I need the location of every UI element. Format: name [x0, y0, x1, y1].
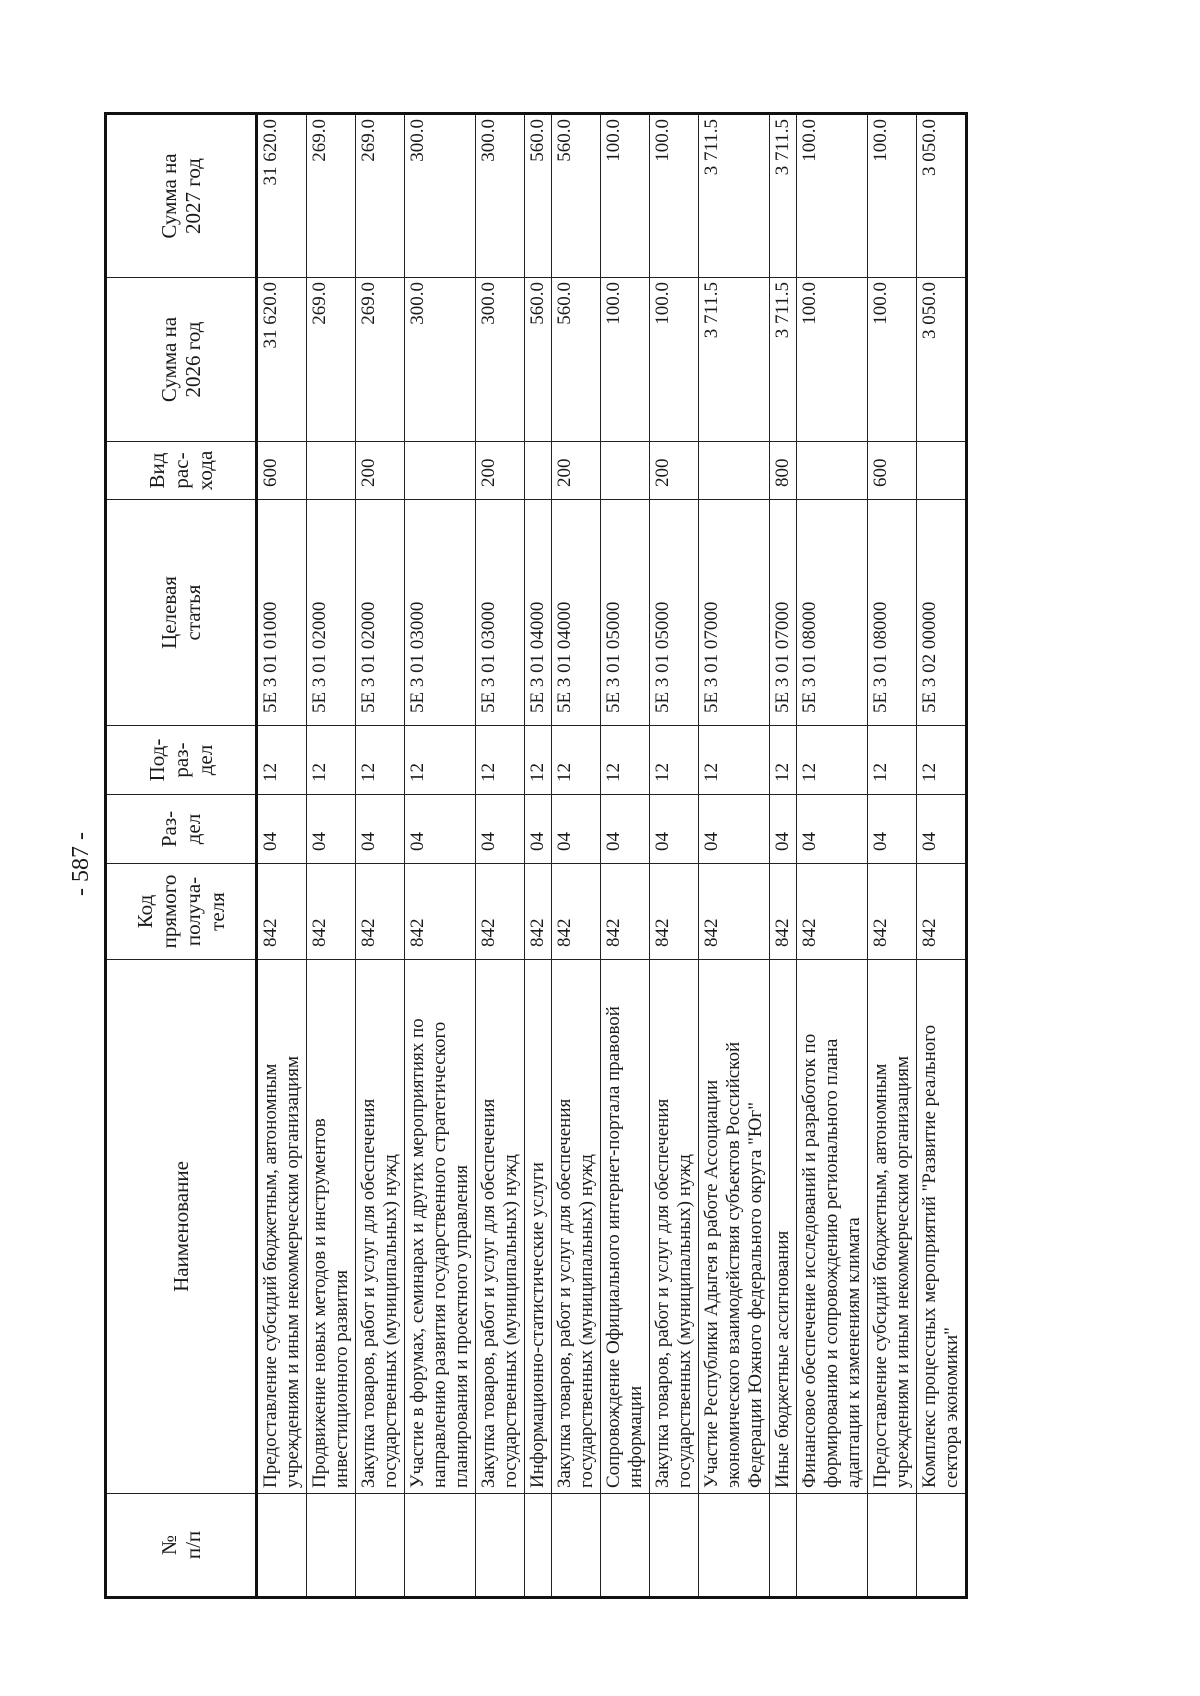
target-article-cell: 5Е 3 01 03000 — [405, 500, 476, 726]
header-line: Целевая — [157, 576, 181, 649]
header-line: получа- — [181, 876, 205, 947]
row-number-cell — [552, 1494, 601, 1598]
name-line: Иные бюджетные ассигнования — [772, 1230, 793, 1488]
header-line: Код — [133, 894, 157, 929]
row-number-cell — [405, 1494, 476, 1598]
name-line: направлению развития государственного стратегического — [429, 1021, 450, 1488]
recipient-code-cell: 842 — [257, 864, 307, 960]
section-cell: 04 — [770, 795, 797, 864]
name-line: Закупка товаров, работ и услуг для обеспечения — [652, 1098, 673, 1488]
subsection-cell: 12 — [917, 726, 967, 795]
expense-type-cell — [307, 442, 356, 500]
subsection-cell: 12 — [770, 726, 797, 795]
recipient-code-cell: 842 — [917, 864, 967, 960]
sum-2026-cell: 560.0 — [525, 278, 552, 442]
sum-2027-cell: 3 711.5 — [770, 114, 797, 278]
expense-type-cell — [797, 442, 868, 500]
header-line: Сумма на — [157, 316, 181, 403]
table-row — [699, 114, 770, 1598]
name-cell — [307, 960, 356, 1494]
section-cell: 04 — [868, 795, 917, 864]
header-line: рас- — [169, 452, 193, 489]
name-line: инвестиционного развития — [331, 1269, 352, 1488]
recipient-code-cell: 842 — [797, 864, 868, 960]
name-cell — [797, 960, 868, 1494]
subsection-cell: 12 — [552, 726, 601, 795]
header-line: п/п — [181, 1530, 205, 1560]
header-line: теля — [205, 892, 229, 931]
name-cell — [699, 960, 770, 1494]
expense-type-cell — [525, 442, 552, 500]
recipient-code-cell: 842 — [552, 864, 601, 960]
expense-type-cell — [601, 442, 650, 500]
table-row — [307, 114, 356, 1598]
target-article-cell: 5Е 3 01 02000 — [307, 500, 356, 726]
expense-type-cell: 200 — [356, 442, 405, 500]
subsection-cell: 12 — [868, 726, 917, 795]
name-cell — [917, 960, 967, 1494]
section-cell: 04 — [405, 795, 476, 864]
sum-2026-cell: 3 711.5 — [699, 278, 770, 442]
name-line: Участие в форумах, семинарах и других мероприятиях по — [407, 1018, 428, 1488]
sum-2027-cell: 269.0 — [307, 114, 356, 278]
row-number-cell — [525, 1494, 552, 1598]
name-cell — [868, 960, 917, 1494]
name-line: Закупка товаров, работ и услуг для обеспечения — [358, 1098, 379, 1488]
target-article-cell: 5Е 3 01 02000 — [356, 500, 405, 726]
row-number-cell — [307, 1494, 356, 1598]
table-row — [917, 114, 967, 1598]
recipient-code-cell: 842 — [476, 864, 525, 960]
header-expense-type — [106, 442, 257, 500]
expense-type-cell: 600 — [868, 442, 917, 500]
name-line: Закупка товаров, работ и услуг для обеспечения — [478, 1098, 499, 1488]
target-article-cell: 5Е 3 01 07000 — [770, 500, 797, 726]
header-target-article — [106, 500, 257, 726]
table-row — [868, 114, 917, 1598]
sum-2027-cell: 100.0 — [601, 114, 650, 278]
target-article-cell: 5Е 3 01 03000 — [476, 500, 525, 726]
sum-2027-cell: 100.0 — [797, 114, 868, 278]
sum-2027-cell: 300.0 — [476, 114, 525, 278]
name-line: Информационно-статистические услуги — [527, 1162, 548, 1488]
expense-type-cell — [405, 442, 476, 500]
row-number-cell — [699, 1494, 770, 1598]
recipient-code-cell: 842 — [601, 864, 650, 960]
table-row — [601, 114, 650, 1598]
header-line: 2027 год — [181, 158, 205, 234]
subsection-cell: 12 — [601, 726, 650, 795]
expense-type-cell: 200 — [476, 442, 525, 500]
recipient-code-cell: 842 — [356, 864, 405, 960]
recipient-code-cell: 842 — [699, 864, 770, 960]
target-article-cell: 5Е 3 01 01000 — [257, 500, 307, 726]
header-line: дел — [181, 813, 205, 845]
recipient-code-cell: 842 — [307, 864, 356, 960]
header-sum-2027 — [106, 114, 257, 278]
row-number-cell — [868, 1494, 917, 1598]
header-subsection — [106, 726, 257, 795]
name-line: государственных (муниципальных) нужд — [576, 1154, 597, 1488]
name-cell — [650, 960, 699, 1494]
subsection-cell: 12 — [476, 726, 525, 795]
section-cell: 04 — [257, 795, 307, 864]
name-cell — [601, 960, 650, 1494]
name-line: Финансовое обеспечение исследований и разработок по — [799, 1033, 820, 1488]
page-number: - 587 - — [68, 832, 94, 896]
table-row — [405, 114, 476, 1598]
sum-2026-cell: 100.0 — [650, 278, 699, 442]
name-cell — [405, 960, 476, 1494]
sum-2026-cell: 3 711.5 — [770, 278, 797, 442]
subsection-cell: 12 — [257, 726, 307, 795]
section-cell: 04 — [699, 795, 770, 864]
row-number-cell — [650, 1494, 699, 1598]
name-cell — [525, 960, 552, 1494]
recipient-code-cell: 842 — [868, 864, 917, 960]
recipient-code-cell: 842 — [770, 864, 797, 960]
name-cell — [257, 960, 307, 1494]
name-cell — [770, 960, 797, 1494]
subsection-cell: 12 — [797, 726, 868, 795]
name-cell — [476, 960, 525, 1494]
name-line: Сопровождение Официального интернет-портала правовой — [603, 1006, 624, 1488]
section-cell: 04 — [356, 795, 405, 864]
row-number-cell — [601, 1494, 650, 1598]
name-line: сектора экономики" — [941, 1327, 962, 1488]
header-line: Раз- — [157, 810, 181, 848]
name-line: планирования и проектного управления — [451, 1165, 472, 1488]
sum-2026-cell: 300.0 — [405, 278, 476, 442]
name-cell — [552, 960, 601, 1494]
sum-2027-cell: 3 050.0 — [917, 114, 967, 278]
section-cell: 04 — [797, 795, 868, 864]
name-line: информации — [625, 1385, 646, 1488]
target-article-cell: 5Е 3 01 05000 — [650, 500, 699, 726]
header-line: Наименование — [169, 1161, 193, 1292]
subsection-cell: 12 — [307, 726, 356, 795]
header-line: прямого — [157, 874, 181, 949]
expense-type-cell — [917, 442, 967, 500]
subsection-cell: 12 — [650, 726, 699, 795]
header-row — [106, 114, 257, 1598]
name-line: адаптации к изменениям климата — [843, 1217, 864, 1488]
subsection-cell: 12 — [356, 726, 405, 795]
section-cell: 04 — [307, 795, 356, 864]
header-sum-2026 — [106, 278, 257, 442]
budget-table — [104, 112, 968, 1599]
sum-2026-cell: 560.0 — [552, 278, 601, 442]
row-number-cell — [917, 1494, 967, 1598]
name-line: Комплекс процессных мероприятий "Развитие реального — [919, 1024, 940, 1488]
header-line: статья — [181, 584, 205, 641]
recipient-code-cell: 842 — [405, 864, 476, 960]
row-number-cell — [770, 1494, 797, 1598]
section-cell: 04 — [917, 795, 967, 864]
sum-2026-cell: 300.0 — [476, 278, 525, 442]
name-line: Федерации Южного федерального округа "Юг" — [745, 1102, 766, 1488]
sum-2026-cell: 3 050.0 — [917, 278, 967, 442]
sum-2027-cell: 3 711.5 — [699, 114, 770, 278]
header-line: дел — [193, 744, 217, 776]
recipient-code-cell: 842 — [525, 864, 552, 960]
header-section — [106, 795, 257, 864]
name-line: Предоставление субсидий бюджетным, автономным — [260, 1063, 281, 1488]
sum-2027-cell: 100.0 — [650, 114, 699, 278]
header-line: раз- — [169, 742, 193, 778]
sum-2026-cell: 100.0 — [601, 278, 650, 442]
sum-2026-cell: 100.0 — [797, 278, 868, 442]
header-no — [106, 1494, 257, 1598]
expense-type-cell: 600 — [257, 442, 307, 500]
section-cell: 04 — [525, 795, 552, 864]
header-line: 2026 год — [181, 321, 205, 398]
sum-2027-cell: 100.0 — [868, 114, 917, 278]
row-number-cell — [356, 1494, 405, 1598]
name-line: формированию и сопровождению регионального плана — [821, 1038, 842, 1488]
name-line: экономического взаимодействия субъектов Российской — [723, 1041, 744, 1488]
table-body — [257, 114, 967, 1598]
name-line: Закупка товаров, работ и услуг для обеспечения — [554, 1098, 575, 1488]
name-line: государственных (муниципальных) нужд — [500, 1154, 521, 1488]
target-article-cell: 5Е 3 01 05000 — [601, 500, 650, 726]
target-article-cell: 5Е 3 01 07000 — [699, 500, 770, 726]
subsection-cell: 12 — [525, 726, 552, 795]
header-line: № — [157, 1534, 181, 1556]
table-row — [797, 114, 868, 1598]
sum-2026-cell: 100.0 — [868, 278, 917, 442]
row-number-cell — [476, 1494, 525, 1598]
table-row — [257, 114, 307, 1598]
table-row — [650, 114, 699, 1598]
name-cell — [356, 960, 405, 1494]
table-row — [552, 114, 601, 1598]
sum-2027-cell: 560.0 — [525, 114, 552, 278]
subsection-cell: 12 — [405, 726, 476, 795]
target-article-cell: 5Е 3 02 00000 — [917, 500, 967, 726]
name-line: государственных (муниципальных) нужд — [674, 1154, 695, 1488]
sum-2027-cell: 269.0 — [356, 114, 405, 278]
sum-2027-cell: 300.0 — [405, 114, 476, 278]
name-line: учреждениям и иным некоммерческим организациям — [892, 1055, 913, 1488]
section-cell: 04 — [476, 795, 525, 864]
name-line: учреждениям и иным некоммерческим организациям — [282, 1055, 303, 1488]
name-line: Предоставление субсидий бюджетным, автономным — [870, 1063, 891, 1488]
table-row — [525, 114, 552, 1598]
sum-2027-cell: 560.0 — [552, 114, 601, 278]
sum-2026-cell: 269.0 — [356, 278, 405, 442]
expense-type-cell — [699, 442, 770, 500]
header-line: хода — [193, 450, 217, 491]
header-line: Под- — [145, 738, 169, 782]
header-line: Вид — [145, 452, 169, 489]
name-line: Продвижение новых методов и инструментов — [309, 1118, 330, 1488]
target-article-cell: 5Е 3 01 04000 — [525, 500, 552, 726]
table-row — [356, 114, 405, 1598]
target-article-cell: 5Е 3 01 08000 — [797, 500, 868, 726]
header-recipient-code — [106, 864, 257, 960]
name-line: государственных (муниципальных) нужд — [380, 1154, 401, 1488]
target-article-cell: 5Е 3 01 08000 — [868, 500, 917, 726]
expense-type-cell: 200 — [552, 442, 601, 500]
target-article-cell: 5Е 3 01 04000 — [552, 500, 601, 726]
sum-2026-cell: 31 620.0 — [257, 278, 307, 442]
row-number-cell — [797, 1494, 868, 1598]
name-line: Участие Республики Адыгея в работе Ассоциации — [701, 1079, 722, 1488]
table-row — [476, 114, 525, 1598]
row-number-cell — [257, 1494, 307, 1598]
expense-type-cell: 200 — [650, 442, 699, 500]
header-name — [106, 960, 257, 1494]
expense-type-cell: 800 — [770, 442, 797, 500]
section-cell: 04 — [650, 795, 699, 864]
recipient-code-cell: 842 — [650, 864, 699, 960]
section-cell: 04 — [552, 795, 601, 864]
subsection-cell: 12 — [699, 726, 770, 795]
sum-2026-cell: 269.0 — [307, 278, 356, 442]
table-row — [770, 114, 797, 1598]
sum-2027-cell: 31 620.0 — [257, 114, 307, 278]
header-line: Сумма на — [157, 153, 181, 239]
section-cell: 04 — [601, 795, 650, 864]
